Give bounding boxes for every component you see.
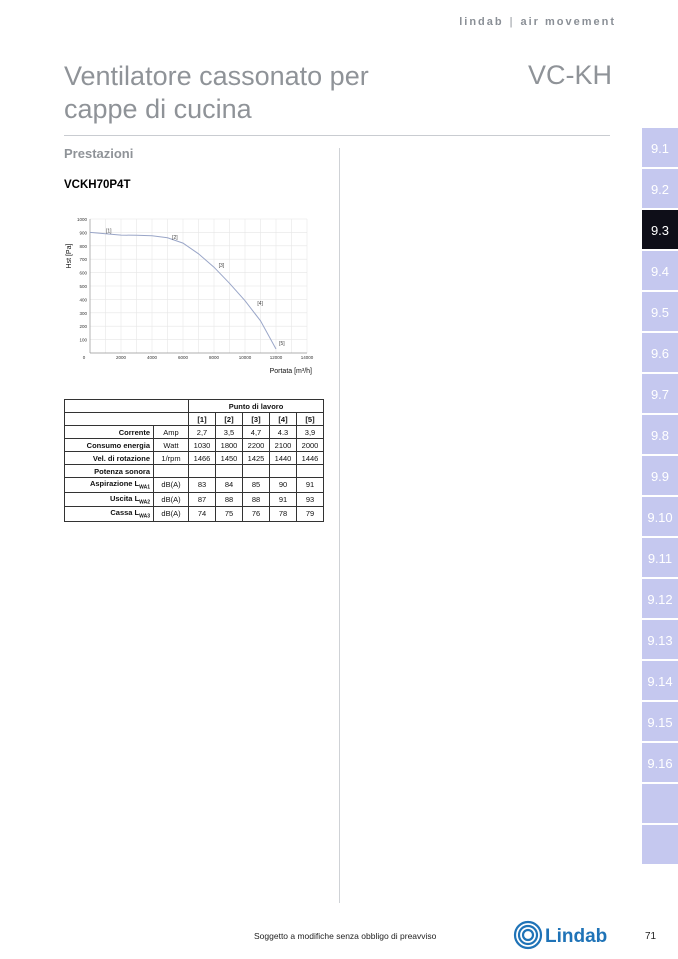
table-cell: 3,9	[297, 426, 324, 439]
row-label: Vel. di rotazione	[65, 452, 154, 465]
operating-point-label: [3]	[218, 263, 225, 270]
brand-separator: |	[509, 16, 515, 28]
column-divider	[339, 148, 340, 903]
row-label: Corrente	[65, 426, 154, 439]
x-tick-label: 10000	[238, 355, 252, 360]
table-cell: 1440	[270, 452, 297, 465]
page-title: Ventilatore cassonato per cappe di cucina	[64, 61, 369, 124]
column-header: [2]	[216, 413, 243, 426]
chapter-tab-9-12[interactable]: 9.12	[642, 579, 678, 618]
table-cell: 74	[189, 507, 216, 522]
chapter-tab-9-3[interactable]: 9.3	[642, 210, 678, 249]
row-label-subscript: WA3	[139, 513, 150, 520]
row-label: Uscita $L_{WA2}$	[65, 492, 154, 507]
row-unit: dB(A)	[154, 507, 189, 522]
chapter-tab-9-2[interactable]: 9.2	[642, 169, 678, 208]
operating-point-label: [5]	[279, 340, 285, 347]
empty-cell	[65, 400, 189, 413]
y-tick-label: 800	[79, 243, 87, 249]
chapter-tab-9-7[interactable]: 9.7	[642, 374, 678, 413]
x-tick-label: 0	[82, 355, 86, 360]
row-unit: dB(A)	[154, 478, 189, 493]
table-header-row	[65, 400, 324, 413]
row-label-subscript: WA1	[139, 484, 150, 491]
table-cell: 91	[270, 492, 297, 507]
table-cell: 2000	[297, 439, 324, 452]
column-header: [3]	[243, 413, 270, 426]
product-code: VC-KH	[527, 60, 612, 90]
x-tick-label: 14000	[300, 355, 314, 360]
table-cell: 2100	[270, 439, 297, 452]
chapter-tab-9-5[interactable]: 9.5	[642, 292, 678, 331]
chapter-tab-9-10[interactable]: 9.10	[642, 497, 678, 536]
chapter-tab-9-9[interactable]: 9.9	[642, 456, 678, 495]
x-tick-label: 12000	[269, 355, 283, 360]
y-tick-label: 300	[79, 310, 87, 316]
logo-text: Lindab	[545, 926, 608, 947]
chapter-tab-9-4[interactable]: 9.4	[642, 251, 678, 290]
chapter-tab-9-14[interactable]: 9.14	[642, 661, 678, 700]
row-unit: dB(A)	[154, 492, 189, 507]
table-cell: 2,7	[189, 426, 216, 439]
table-cell: 85	[243, 478, 270, 493]
table-cell: 93	[297, 492, 324, 507]
empty-cell	[65, 413, 189, 426]
row-label-subscript: WA2	[139, 499, 150, 505]
table-row	[65, 439, 324, 452]
group-header: Punto di lavoro	[189, 400, 324, 413]
y-tick-label: 700	[79, 257, 87, 263]
table-cell: 84	[216, 478, 243, 493]
y-tick-label: 600	[79, 270, 87, 276]
performance-table	[64, 399, 324, 522]
y-axis-label: Hst [Pa]	[66, 243, 73, 269]
x-tick-label: 8000	[208, 355, 220, 360]
chapter-tab-empty	[642, 825, 678, 864]
header-brand	[459, 16, 616, 28]
row-unit: 1/rpm	[154, 452, 189, 465]
table-cell: 1030	[189, 439, 216, 452]
page-number: 71	[645, 931, 657, 942]
performance-chart	[62, 210, 332, 385]
table-row	[65, 507, 324, 522]
table-cell	[270, 465, 297, 478]
chapter-tab-9-6[interactable]: 9.6	[642, 333, 678, 372]
x-axis-label: Portata [m³/h]	[269, 368, 312, 375]
footer-note: Soggetto a modifiche senza obbligo di preavviso	[254, 931, 437, 941]
y-tick-label: 100	[79, 337, 87, 343]
table-cell: 76	[243, 507, 270, 522]
table-cell: 4.3	[270, 426, 297, 439]
table-cell: 1446	[297, 452, 324, 465]
y-tick-label: 200	[79, 324, 87, 330]
chapter-tab-empty	[642, 784, 678, 823]
lindab-logo	[512, 918, 612, 952]
table-cell: 2200	[243, 439, 270, 452]
column-header: [1]	[189, 413, 216, 426]
table-row	[65, 465, 324, 478]
header-divider	[64, 135, 610, 136]
operating-point-label: [1]	[105, 228, 112, 235]
row-unit	[154, 465, 189, 478]
table-cell	[216, 465, 243, 478]
column-header: [4]	[270, 413, 297, 426]
row-label: Consumo energia	[65, 439, 154, 452]
y-tick-label: 1000	[76, 217, 87, 222]
table-cell	[243, 465, 270, 478]
table-cell: 87	[189, 492, 216, 507]
table-cell: 90	[270, 478, 297, 493]
table-cell	[189, 465, 216, 478]
chapter-tab-9-8[interactable]: 9.8	[642, 415, 678, 454]
brand-tagline: air movement	[520, 16, 616, 28]
x-tick-label: 6000	[177, 355, 189, 360]
column-header: [5]	[297, 413, 324, 426]
table-cell: 1425	[243, 452, 270, 465]
table-cell: 78	[270, 507, 297, 522]
chapter-tab-9-11[interactable]: 9.11	[642, 538, 678, 577]
table-cell: 1466	[189, 452, 216, 465]
operating-point-label: [4]	[257, 300, 263, 307]
table-row	[65, 452, 324, 465]
operating-point-label: [2]	[172, 235, 178, 242]
x-tick-label: 4000	[146, 355, 158, 360]
chapter-tab-9-15[interactable]: 9.15	[642, 702, 678, 741]
table-cell: 1450	[216, 452, 243, 465]
section-title: Prestazioni	[64, 146, 134, 161]
table-header-row	[65, 413, 324, 426]
table-cell: 4,7	[243, 426, 270, 439]
y-tick-label: 400	[79, 297, 87, 303]
table-cell: 1800	[216, 439, 243, 452]
chapter-tab-9-13[interactable]: 9.13	[642, 620, 678, 659]
table-cell: 88	[243, 492, 270, 507]
table-cell: 79	[297, 507, 324, 522]
chapter-tabs	[642, 128, 678, 866]
table-row	[65, 426, 324, 439]
table-cell: 88	[216, 492, 243, 507]
x-tick-label: 2000	[115, 355, 127, 360]
row-unit: Amp	[154, 426, 189, 439]
table-cell	[297, 465, 324, 478]
table-cell: 3,5	[216, 426, 243, 439]
y-tick-label: 500	[79, 284, 87, 289]
row-label: Cassa $L_{WA3}$	[65, 507, 154, 522]
table-row	[65, 478, 324, 493]
y-tick-label: 900	[79, 230, 87, 236]
row-unit: Watt	[154, 439, 189, 452]
table-cell: 75	[216, 507, 243, 522]
row-label: Aspirazione $L_{WA1}$	[65, 478, 154, 493]
table-cell: 83	[189, 478, 216, 493]
model-name: VCKH70P4T	[64, 179, 131, 191]
table-cell: 91	[297, 478, 324, 493]
brand-name: lindab	[459, 16, 504, 28]
chapter-tab-9-16[interactable]: 9.16	[642, 743, 678, 782]
chapter-tab-9-1[interactable]: 9.1	[642, 128, 678, 167]
row-label: Potenza sonora	[65, 465, 154, 478]
table-row	[65, 492, 324, 507]
